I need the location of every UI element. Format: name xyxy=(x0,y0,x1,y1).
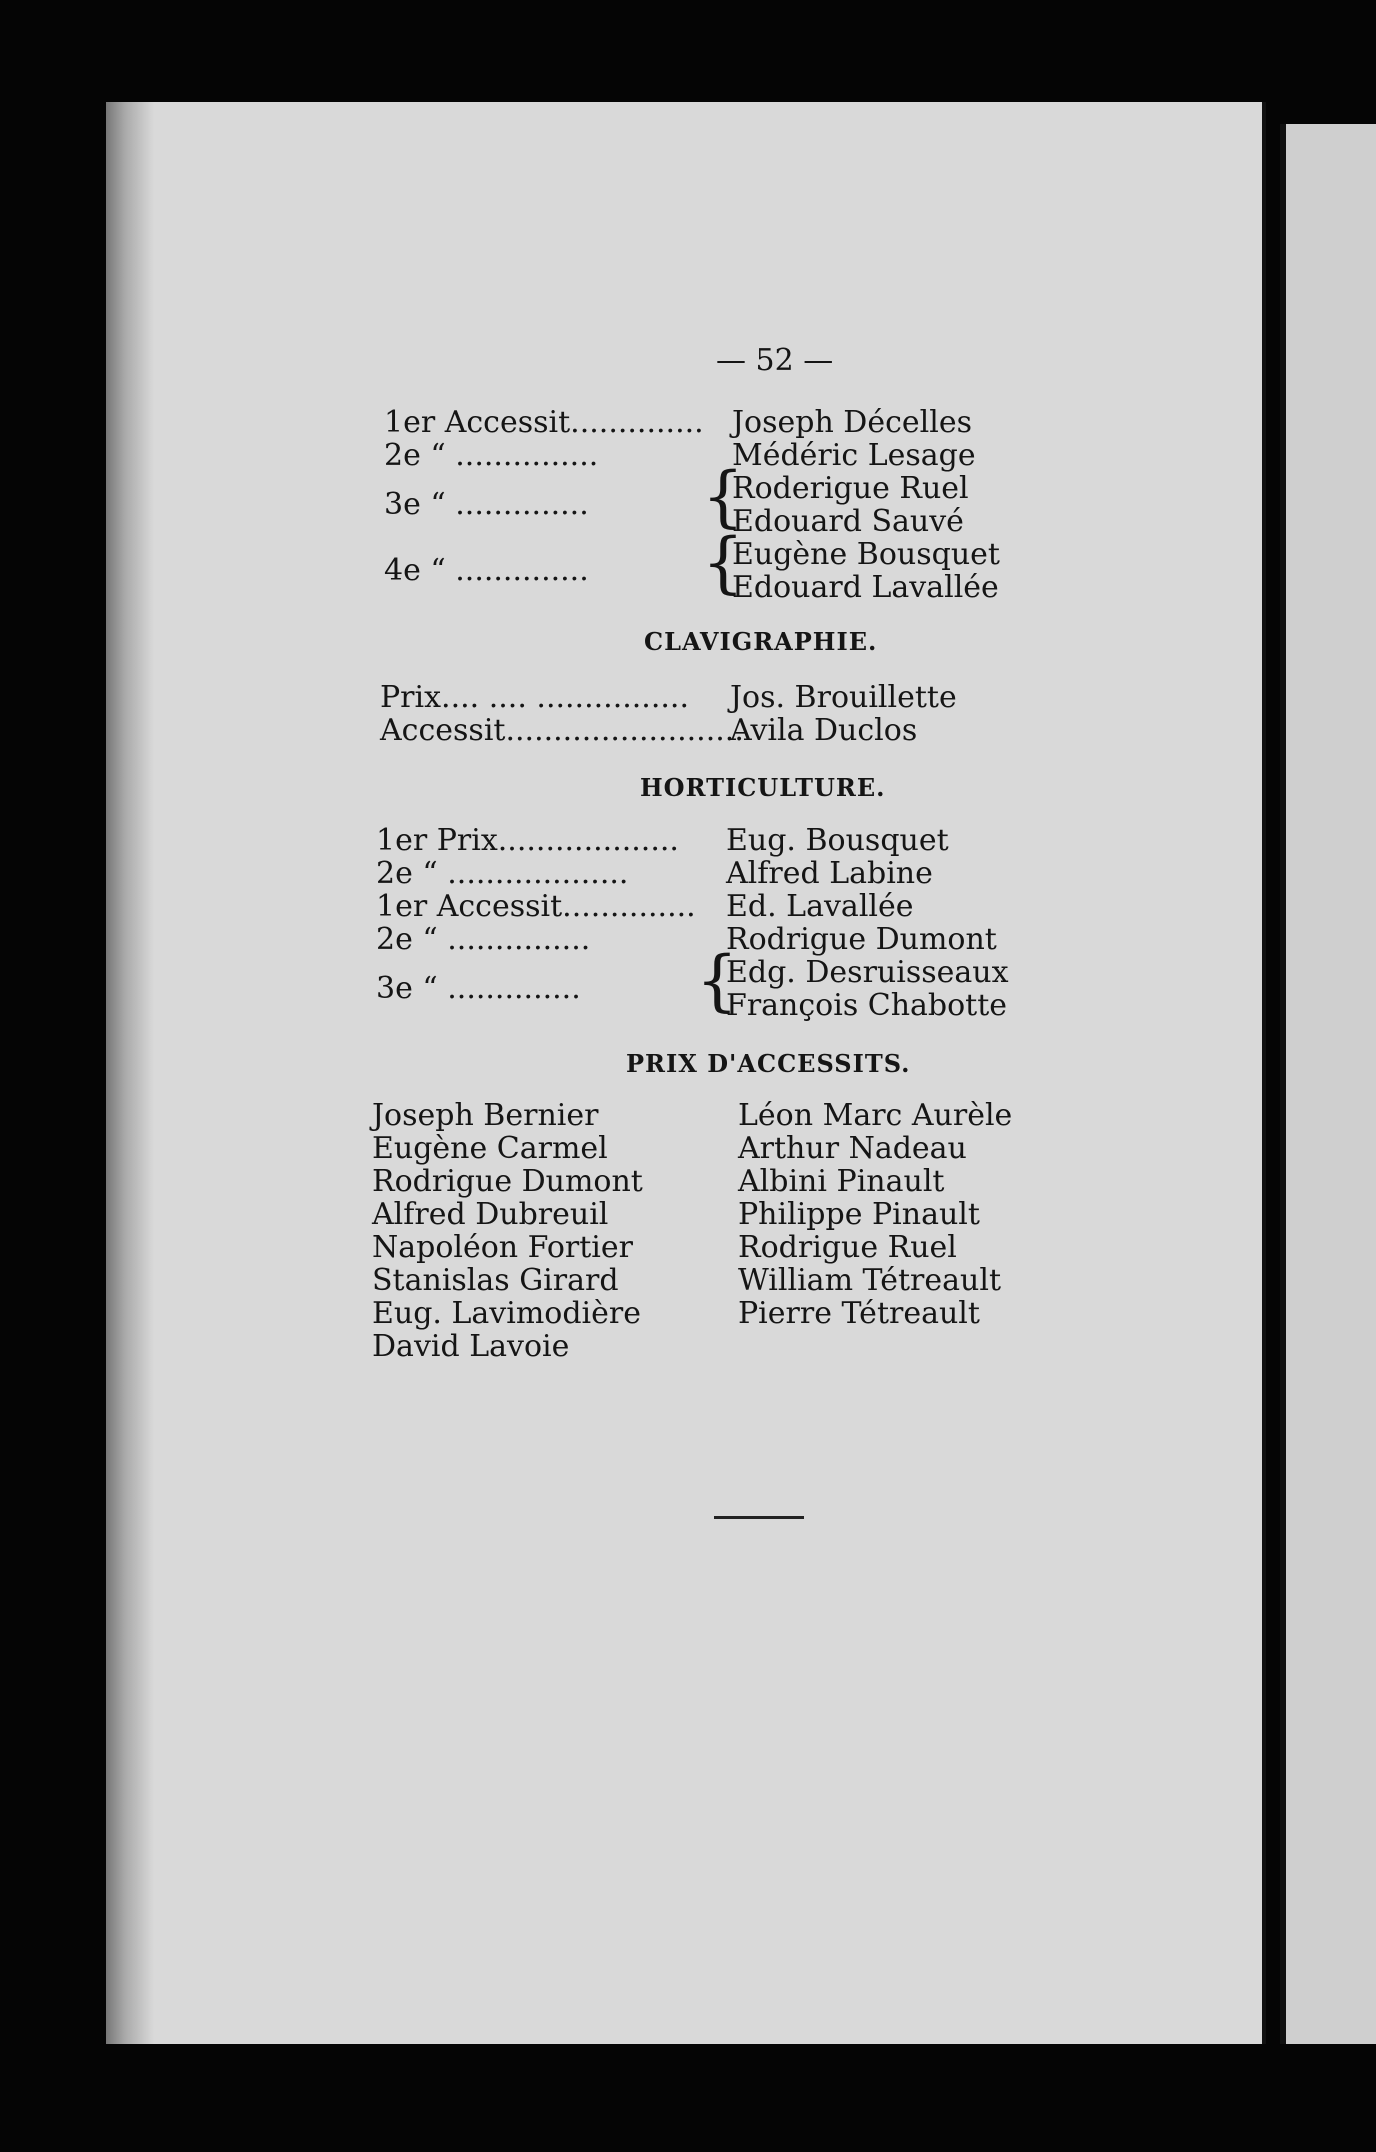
grouping-brace: { xyxy=(702,458,744,535)
award-recipient: Joseph Décelles xyxy=(732,405,972,440)
award-label: 2e “ ................... xyxy=(376,856,629,891)
award-label: 1er Prix................... xyxy=(376,823,679,858)
award-recipient: Eugène Bousquet xyxy=(732,537,1000,572)
award-label: 2e “ ............... xyxy=(376,922,591,957)
list-item: Stanislas Girard xyxy=(372,1263,619,1298)
section-heading: CLAVIGRAPHIE. xyxy=(644,627,878,656)
grouping-brace: { xyxy=(702,524,744,601)
award-label: Prix.... .... ................ xyxy=(380,680,689,715)
list-item: Eugène Carmel xyxy=(372,1131,608,1166)
binding-shadow xyxy=(106,102,154,2044)
award-recipient: Médéric Lesage xyxy=(732,438,976,473)
list-item: Alfred Dubreuil xyxy=(372,1197,609,1232)
award-recipient: Alfred Labine xyxy=(726,856,933,891)
grouping-brace: { xyxy=(696,942,738,1019)
award-label: 1er Accessit.............. xyxy=(384,405,704,440)
list-item: William Tétreault xyxy=(738,1263,1001,1298)
list-item: David Lavoie xyxy=(372,1329,570,1364)
page-number: — 52 — xyxy=(716,343,834,378)
award-recipient: Ed. Lavallée xyxy=(726,889,914,924)
award-label: Accessit......................... xyxy=(380,713,744,748)
list-item: Rodrigue Ruel xyxy=(738,1230,957,1265)
section-heading: HORTICULTURE. xyxy=(640,773,886,802)
adjacent-page-edge xyxy=(1280,124,1376,2044)
list-item: Eug. Lavimodière xyxy=(372,1296,642,1331)
list-item: Pierre Tétreault xyxy=(738,1296,980,1331)
award-label: 3e “ .............. xyxy=(376,971,581,1006)
award-recipient: Eug. Bousquet xyxy=(726,823,949,858)
award-label: 2e “ ............... xyxy=(384,438,599,473)
award-recipient: Rodrigue Dumont xyxy=(726,922,997,957)
award-recipient: Edg. Desruisseaux xyxy=(726,955,1009,990)
list-item: Napoléon Fortier xyxy=(372,1230,633,1265)
award-label: 1er Accessit.............. xyxy=(376,889,696,924)
award-recipient: Avila Duclos xyxy=(730,713,918,748)
award-recipient: Edouard Sauvé xyxy=(732,504,964,539)
closing-rule xyxy=(714,1516,804,1519)
award-recipient: Jos. Brouillette xyxy=(730,680,957,715)
list-item: Joseph Bernier xyxy=(372,1098,599,1133)
list-item: Rodrigue Dumont xyxy=(372,1164,643,1199)
award-label: 3e “ .............. xyxy=(384,487,589,522)
list-item: Albini Pinault xyxy=(738,1164,945,1199)
list-item: Arthur Nadeau xyxy=(738,1131,967,1166)
list-item: Philippe Pinault xyxy=(738,1197,980,1232)
list-item: Léon Marc Aurèle xyxy=(738,1098,1013,1133)
award-label: 4e “ .............. xyxy=(384,553,589,588)
award-recipient: Roderigue Ruel xyxy=(732,471,969,506)
award-recipient: François Chabotte xyxy=(726,988,1008,1023)
award-recipient: Edouard Lavallée xyxy=(732,570,999,605)
section-heading: PRIX D'ACCESSITS. xyxy=(626,1049,911,1078)
